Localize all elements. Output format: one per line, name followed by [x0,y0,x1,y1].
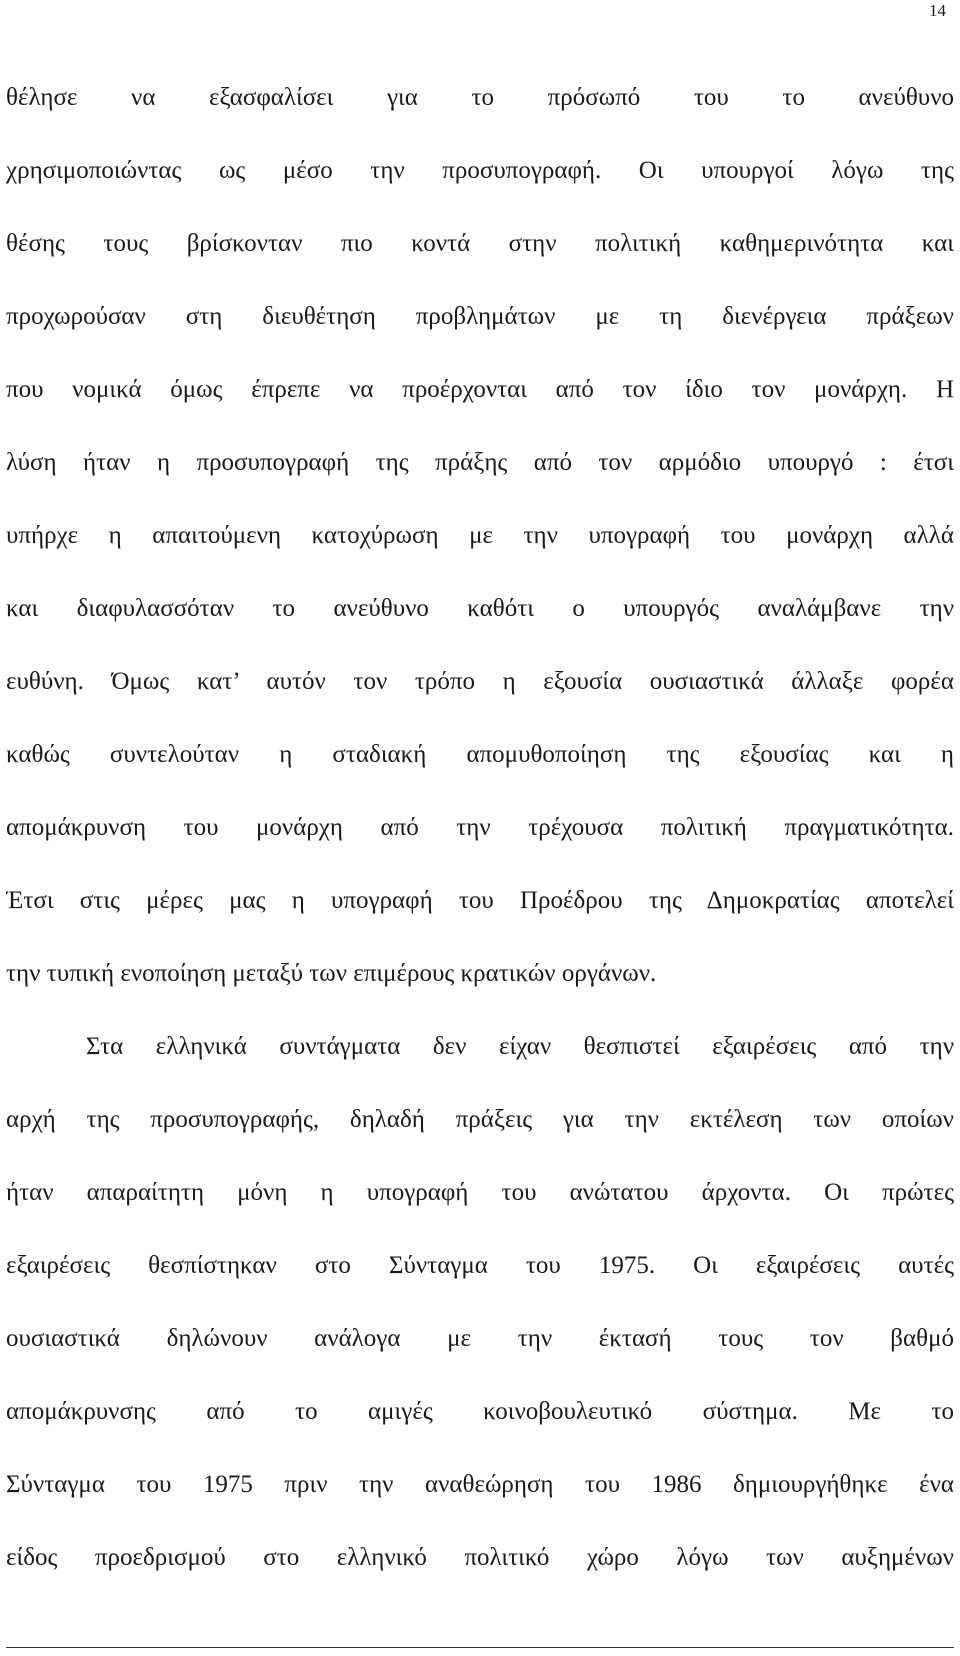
text-line: αρχή της προσυπογραφής, δηλαδή πράξεις για την εκτέλεση των οποίων [6,1106,954,1133]
text-line: ουσιαστικά δηλώνουν ανάλογα με την έκτασή τους τον βαθμό [6,1325,954,1352]
text-line: εξαιρέσεις θεσπίστηκαν στο Σύνταγμα του 1975. Οι εξαιρέσεις αυτές [6,1252,954,1279]
text-line: καθώς συντελούταν η σταδιακή απομυθοποίηση της εξουσίας και η [6,741,954,768]
text-line: θέσης τους βρίσκονταν πιο κοντά στην πολιτική καθημερινότητα και [6,230,954,257]
text-line: θέλησε να εξασφαλίσει για το πρόσωπό του το ανεύθυνο [6,84,954,111]
page-number: 14 [929,1,946,20]
body-text [6,76,954,1609]
text-line: υπήρχε η απαιτούμενη κατοχύρωση με την υπογραφή του μονάρχη αλλά [6,522,954,549]
text-line: απομάκρυνσης από το αμιγές κοινοβουλευτικό σύστημα. Με το [6,1398,954,1425]
text-line: Στα ελληνικά συντάγματα δεν είχαν θεσπιστεί εξαιρέσεις από την [86,1033,954,1060]
text-line: την τυπική ενοποίηση μεταξύ των επιμέρους κρατικών οργάνων. [6,960,657,987]
text-line: Έτσι στις μέρες μας η υπογραφή του Προέδρου της Δημοκρατίας αποτελεί [6,887,954,914]
footnote-separator [6,1647,954,1648]
text-line: προχωρούσαν στη διευθέτηση προβλημάτων με τη διενέργεια πράξεων [6,303,954,330]
text-line: ήταν απαραίτητη μόνη η υπογραφή του ανώτατου άρχοντα. Οι πρώτες [6,1179,954,1206]
text-line: που νομικά όμως έπρεπε να προέρχονται από τον ίδιο τον μονάρχη. Η [6,376,954,403]
text-line: και διαφυλασσόταν το ανεύθυνο καθότι ο υπουργός αναλάμβανε την [6,595,954,622]
text-line: απομάκρυνση του μονάρχη από την τρέχουσα πολιτική πραγματικότητα. [6,814,954,841]
text-line: χρησιμοποιώντας ως μέσο την προσυπογραφή. Οι υπουργοί λόγω της [6,157,954,184]
text-line: Σύνταγμα του 1975 πριν την αναθεώρηση του 1986 δημιουργήθηκε ένα [6,1471,954,1498]
text-line: ευθύνη. Όμως κατ’ αυτόν τον τρόπο η εξουσία ουσιαστικά άλλαξε φορέα [6,668,954,695]
text-line: λύση ήταν η προσυπογραφή της πράξης από τον αρμόδιο υπουργό : έτσι [6,449,954,476]
text-line: είδος προεδρισμού στο ελληνικό πολιτικό χώρο λόγω των αυξημένων [6,1544,954,1571]
